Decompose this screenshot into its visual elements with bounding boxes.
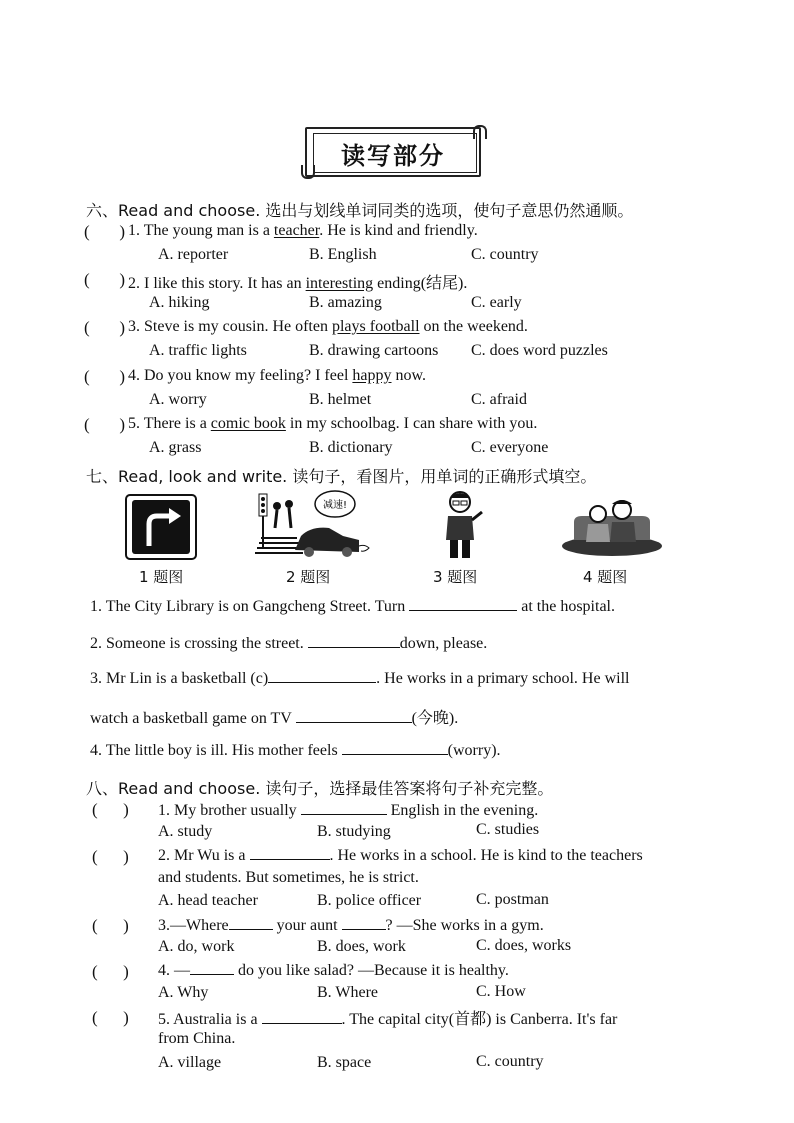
option-b: B. drawing cartoons [309,342,439,359]
option-c: C. afraid [471,391,527,408]
underlined-word: teacher [273,222,320,239]
part6-heading: 六、Read and choose. 选出与划线单词同类的选项，使句子意思仍然通顺。 [86,201,634,220]
p8-q1-c: C. studies [476,821,540,838]
answer-bracket[interactable]: ( ) [92,916,129,935]
answer-bracket[interactable]: ( ) [92,847,129,866]
blank[interactable] [268,668,376,683]
caption-2: 2 题图 [286,568,331,586]
teacher-image [436,488,488,560]
blank[interactable] [296,708,412,723]
blank[interactable] [229,915,273,930]
p8-q3-b: B. does, work [317,938,406,955]
p8-q4-b: B. Where [317,984,379,1001]
p8-q2-a: A. head teacher [158,892,258,909]
section-title-banner [305,127,481,177]
blank[interactable] [301,800,387,815]
blank[interactable] [262,1009,342,1024]
option-b: B. dictionary [309,439,393,456]
underlined-word: comic book [210,415,286,432]
caption-3: 3 题图 [433,568,478,586]
p7-q4: 4. The little boy is ill. His mother feels (worry). [90,742,501,759]
p6-question: 2. I like this story. It has an interesting ending(结尾). [128,275,468,292]
answer-bracket[interactable]: ( ) [92,962,129,981]
caption-4: 4 题图 [583,568,628,586]
p8-q5-b: B. space [317,1054,372,1071]
part8-heading: 八、Read and choose. 读句子，选择最佳答案将句子补充完整。 [86,779,554,798]
p8-q4-c: C. How [476,983,526,1000]
p6-question: 1. The young man is a teacher. He is kind and friendly. [128,222,478,239]
blank[interactable] [190,960,234,975]
p8-q2: 2. Mr Wu is a . He works in a school. He is kind to the teachers [158,847,643,864]
p8-q5-c: C. country [476,1053,544,1070]
p7-q2: 2. Someone is crossing the street. down, please. [90,635,488,652]
p8-q3: 3.—Where your aunt ? —She works in a gym. [158,917,544,934]
option-b: B. helmet [309,391,372,408]
mother-and-boy-image [560,494,664,558]
p6-question: 3. Steve is my cousin. He often plays football on the weekend. [128,318,528,335]
p8-q1-a: A. study [158,823,213,840]
blank[interactable] [342,740,448,755]
option-b: B. amazing [309,294,382,311]
option-b: B. English [309,246,377,263]
answer-bracket[interactable]: ( ) [84,367,126,386]
underlined-word: interesting [305,275,374,292]
p8-q2-line2: and students. But sometimes, he is strict. [158,869,419,886]
p8-q2-c: C. postman [476,891,549,908]
p8-q5: 5. Australia is a . The capital city(首都) is Canberra. It's far [158,1011,618,1028]
option-c: C. everyone [471,439,549,456]
turn-right-sign-image [125,494,197,560]
option-c: C. early [471,294,522,311]
underlined-word: happy [352,367,392,384]
option-a: A. traffic lights [149,342,247,359]
option-a: A. worry [149,391,207,408]
blank[interactable] [409,596,517,611]
p8-q3-a: A. do, work [158,938,235,955]
p8-q2-b: B. police officer [317,892,422,909]
option-a: A. grass [149,439,202,456]
bubble-text: 减速! [322,500,348,511]
option-a: A. hiking [149,294,210,311]
answer-bracket[interactable]: ( ) [84,318,126,337]
section-title: 读写部分 [341,142,445,170]
p7-q3: 3. Mr Lin is a basketball (c) . He works in a primary school. He will [90,670,630,687]
p8-q4: 4. — do you like salad? —Because it is healthy. [158,962,509,979]
blank[interactable] [308,633,400,648]
answer-bracket[interactable]: ( ) [84,222,126,241]
caption-1: 1 题图 [139,568,184,586]
crossing-street-image [247,488,373,564]
option-c: C. does word puzzles [471,342,608,359]
option-c: C. country [471,246,539,263]
underlined-word: plays football [331,318,420,335]
p7-q3-line2: watch a basketball game on TV (今晚). [90,710,459,727]
answer-bracket[interactable]: ( ) [92,800,129,819]
p8-q4-a: A. Why [158,984,209,1001]
blank[interactable] [342,915,386,930]
p8-q1: 1. My brother usually English in the evening. [158,802,539,819]
p8-q1-b: B. studying [317,823,391,840]
p8-q5-a: A. village [158,1054,222,1071]
p8-q3-c: C. does, works [476,937,572,954]
p7-q1: 1. The City Library is on Gangcheng Street. Turn at the hospital. [90,598,615,615]
p8-q5-line2: from China. [158,1030,236,1047]
answer-bracket[interactable]: ( ) [84,270,126,289]
option-a: A. reporter [158,246,229,263]
p6-question: 4. Do you know my feeling? I feel happy now. [128,367,427,384]
p6-question: 5. There is a comic book in my schoolbag. I can share with you. [128,415,538,432]
part7-heading: 七、Read, look and write. 读句子，看图片，用单词的正确形式填空。 [86,467,597,486]
answer-bracket[interactable]: ( ) [92,1008,129,1027]
answer-bracket[interactable]: ( ) [84,415,126,434]
blank[interactable] [250,845,330,860]
